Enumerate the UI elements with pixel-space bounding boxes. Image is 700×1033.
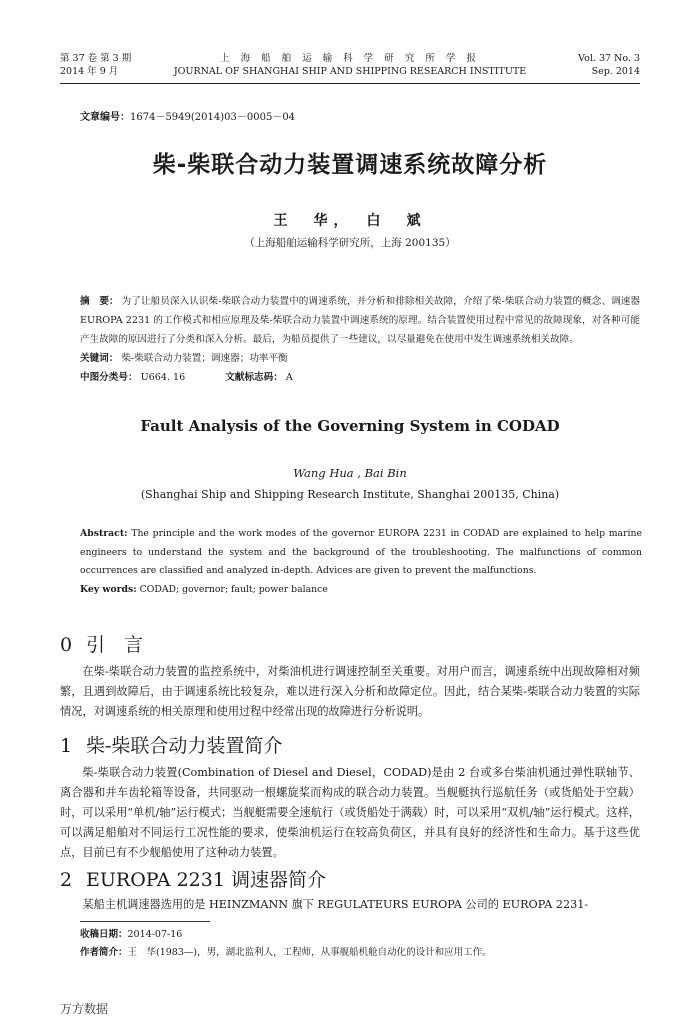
- volume-en: Vol. 37 No. 3: [578, 53, 640, 64]
- section-number: 2: [60, 869, 73, 891]
- abstract-cn-body: [80, 292, 640, 349]
- author-bio-label: 作者简介：: [80, 947, 128, 958]
- section-number: 0: [60, 634, 73, 656]
- clc-label: 中图分类号：: [80, 372, 138, 383]
- author-bio: 王 华(1983—)，男，湖北监利人，工程师，从事舰船机舱自动化的设计和应用工作。: [127, 947, 492, 958]
- section-title: EUROPA 2231 调速器简介: [86, 869, 326, 891]
- section-title: 引 言: [86, 634, 144, 656]
- article-number-label: 文章编号：: [80, 112, 130, 123]
- authors-cn: 王 华， 白 斌: [273, 213, 427, 229]
- keywords-en: [80, 581, 642, 600]
- keywords-en-text: CODAD; governor; fault; power balance: [136, 583, 328, 595]
- date-cn: 2014 年 9 月: [60, 66, 119, 77]
- keywords-en-label: Key words:: [80, 583, 137, 595]
- article-number: [80, 108, 295, 123]
- header-rule: [60, 83, 640, 84]
- volume-issue-en: [578, 52, 640, 78]
- received-date: 2014-07-16: [127, 929, 183, 940]
- section-number: 1: [60, 735, 73, 757]
- clc-value: U664. 16: [140, 372, 186, 383]
- abstract-cn-text: 为了让船员深入认识柴-柴联合动力装置中的调速系统，并分析和排除相关故障，介绍了柴-柴联合动力装置的概念、调速器 EUROPA 2231 的工作模式和相应原理及柴-柴联合动力装置中调速系统的原理。结合装置使用过程中常见的故障现象，对各种可能产生故障的原因进行了分类和深入分析。最后，为船员提供了一些建议，以尽量避免在使用中发生调速系统相关故障。: [80, 296, 641, 345]
- section-heading-2: [60, 865, 326, 892]
- section-heading-0: [60, 630, 143, 657]
- abstract-cn: [80, 292, 640, 387]
- abstract-en: [80, 525, 642, 599]
- date-en: Sep. 2014: [591, 66, 640, 77]
- received-label: 收稿日期：: [80, 929, 128, 940]
- running-header: [60, 52, 640, 82]
- footnote-author: [80, 945, 640, 961]
- section-1-paragraph: 柴-柴联合动力装置(Combination of Diesel and Diesel，CODAD)是由 2 台或多台柴油机通过弹性联轴节、离合器和并车齿轮箱等设备，共同驱动一根螺旋桨而构成的联合动力装置。当舰艇执行巡航任务（或货船处于空载）时，可以采用“单机/轴”运行模式；当舰艇需要全速航行（或货船处于满载）时，可以采用“双机/轴”运行模式。这样，可以满足船舶对不同运行工况性能的要求，使柴油机运行在较高负荷区，并具有良好的经济性和生命力。基于这些优点，目前已有不少舰船使用了这种动力装置。: [60, 766, 640, 859]
- article-number-value: 1674－5949(2014)03－0005－04: [130, 112, 296, 123]
- section-0-paragraph: 在柴-柴联合动力装置的监控系统中，对柴油机进行调速控制至关重要。对用户而言，调速系统中出现故障相对频繁，且遇到故障后，由于调速系统比较复杂，难以进行深入分析和故障定位。因此，结合某柴-柴联合动力装置的实际情况，对调速系统的相关原理和使用过程中经常出现的故障进行分析说明。: [60, 665, 640, 718]
- classification-cn: [80, 368, 640, 387]
- doc-code-value: A: [285, 372, 293, 383]
- journal-name-en: JOURNAL OF SHANGHAI SHIP AND SHIPPING RESEARCH INSTITUTE: [173, 66, 527, 77]
- title-en: Fault Analysis of the Governing System in CODAD: [140, 417, 560, 435]
- abstract-en-text: The principle and the work modes of the governor EUROPA 2231 in CODAD are explained to help marine engineers to understand the system and the background of the troubleshooting. The malfunctions of common occurrences are classified and analyzed in-depth. Advices are given to prevent the malfunctions.: [80, 528, 642, 576]
- journal-name-cn: 上 海 船 舶 运 输 科 学 研 究 所 学 报: [220, 53, 480, 64]
- doc-code-label: 文献标志码：: [225, 372, 283, 383]
- keywords-cn-label: 关键词：: [80, 353, 119, 364]
- affiliation-en: (Shanghai Ship and Shipping Research Institute, Shanghai 200135, China): [140, 488, 560, 501]
- footnote-rule: [80, 921, 210, 922]
- abstract-en-body: [80, 525, 642, 581]
- title-cn: 柴-柴联合动力装置调速系统故障分析: [152, 152, 548, 178]
- section-title: 柴-柴联合动力装置简介: [86, 735, 283, 757]
- authors-en: Wang Hua , Bai Bin: [293, 466, 407, 480]
- keywords-cn: [80, 349, 640, 368]
- section-heading-1: [60, 731, 282, 758]
- affiliation-cn: （上海船舶运输科学研究所，上海 200135）: [244, 237, 456, 249]
- abstract-cn-label: 摘 要：: [80, 296, 119, 307]
- abstract-en-label: Abstract:: [80, 528, 128, 539]
- volume-issue-cn: 第 37 卷 第 3 期: [60, 53, 132, 64]
- footnote-received: [80, 927, 640, 943]
- watermark: 万方数据: [60, 1002, 109, 1016]
- section-2-paragraph: 某船主机调速器选用的是 HEINZMANN 旗下 REGULATEURS EUROPA 公司的 EUROPA 2231-: [82, 898, 589, 911]
- journal-name: [60, 52, 640, 78]
- keywords-cn-text: 柴-柴联合动力装置；调速器；功率平衡: [121, 353, 288, 364]
